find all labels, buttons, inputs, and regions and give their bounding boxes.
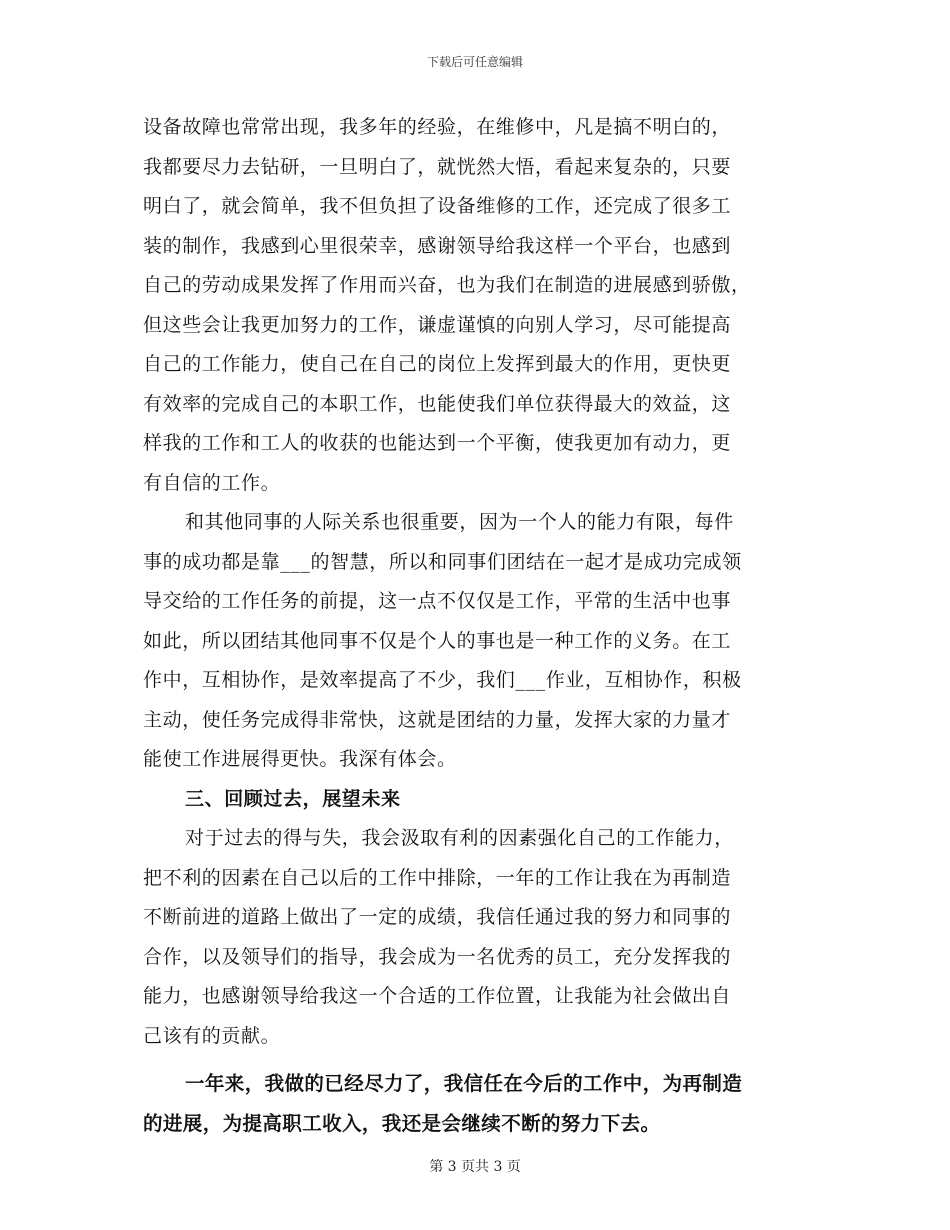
text-line: 把不利的因素在自己以后的工作中排除，一年的工作让我在为再制造 xyxy=(143,866,732,889)
text-line: 主动，使任务完成得非常快，这就是团结的力量，发挥大家的力量才 xyxy=(143,708,732,731)
text-line: 有自信的工作。 xyxy=(143,471,281,494)
text-line: 如此，所以团结其他同事不仅是个人的事也是一种工作的义务。在工 xyxy=(143,629,732,652)
text-line: 事的成功都是靠___的智慧，所以和同事们团结在一起才是成功完成领 xyxy=(143,550,742,573)
page-header: 下载后可任意编辑 xyxy=(426,55,523,69)
text-line: 合作，以及领导们的指导，我会成为一名优秀的员工，充分发挥我的 xyxy=(143,945,732,968)
text-line: 三、回顾过去，展望未来 xyxy=(185,787,401,810)
text-line: 自己的劳动成果发挥了作用而兴奋，也为我们在制造的进展感到骄傲， xyxy=(143,274,751,296)
text-line: 作中，互相协作，是效率提高了不少，我们___作业，互相协作，积极 xyxy=(143,669,742,691)
paragraph xyxy=(143,503,813,780)
text-line: 一年来，我做的已经尽力了，我信任在今后的工作中，为再制造 xyxy=(185,1072,743,1095)
text-line: 能使工作进展得更快。我深有体会。 xyxy=(143,748,457,770)
paragraph xyxy=(143,819,813,1056)
text-line: 明白了，就会简单，我不但负担了设备维修的工作，还完成了很多工 xyxy=(143,195,732,217)
document-body xyxy=(143,108,813,1143)
text-line: 己该有的贡献。 xyxy=(143,1024,281,1047)
text-line: 不断前进的道路上做出了一定的成绩，我信任通过我的努力和同事的 xyxy=(143,906,732,928)
page-footer: 第 3 页共 3 页 xyxy=(429,1159,521,1175)
closing-paragraph xyxy=(143,1064,813,1143)
text-line: 的进展，为提高职工收入，我还是会继续不断的努力下去。 xyxy=(143,1111,661,1135)
text-line: 导交给的工作任务的前提，这一点不仅仅是工作，平常的生活中也事 xyxy=(143,590,732,612)
text-line: 和其他同事的人际关系也很重要，因为一个人的能力有限，每件 xyxy=(185,511,734,533)
paragraph-gap xyxy=(143,1056,813,1064)
text-line: 自己的工作能力，使自己在自己的岗位上发挥到最大的作用，更快更 xyxy=(143,353,732,375)
text-line: 有效率的完成自己的本职工作，也能使我们单位获得最大的效益，这 xyxy=(143,392,732,415)
text-line: 装的制作，我感到心里很荣幸，感谢领导给我这样一个平台，也感到 xyxy=(143,234,732,257)
text-line: 样我的工作和工人的收获的也能达到一个平衡，使我更加有动力，更 xyxy=(143,432,732,454)
text-line: 对于过去的得与失，我会汲取有利的因素强化自己的工作能力， xyxy=(185,827,734,849)
text-line: 能力，也感谢领导给我这一个合适的工作位置，让我能为社会做出自 xyxy=(143,985,732,1007)
text-line: 我都要尽力去钻研，一旦明白了，就恍然大悟，看起来复杂的，只要 xyxy=(143,155,732,178)
text-line: 设备故障也常常出现，我多年的经验，在维修中，凡是搞不明白的， xyxy=(143,116,732,138)
text-line: 但这些会让我更加努力的工作，谦虚谨慎的向别人学习，尽可能提高 xyxy=(143,313,732,336)
paragraph xyxy=(143,108,813,503)
section-heading xyxy=(143,780,813,820)
